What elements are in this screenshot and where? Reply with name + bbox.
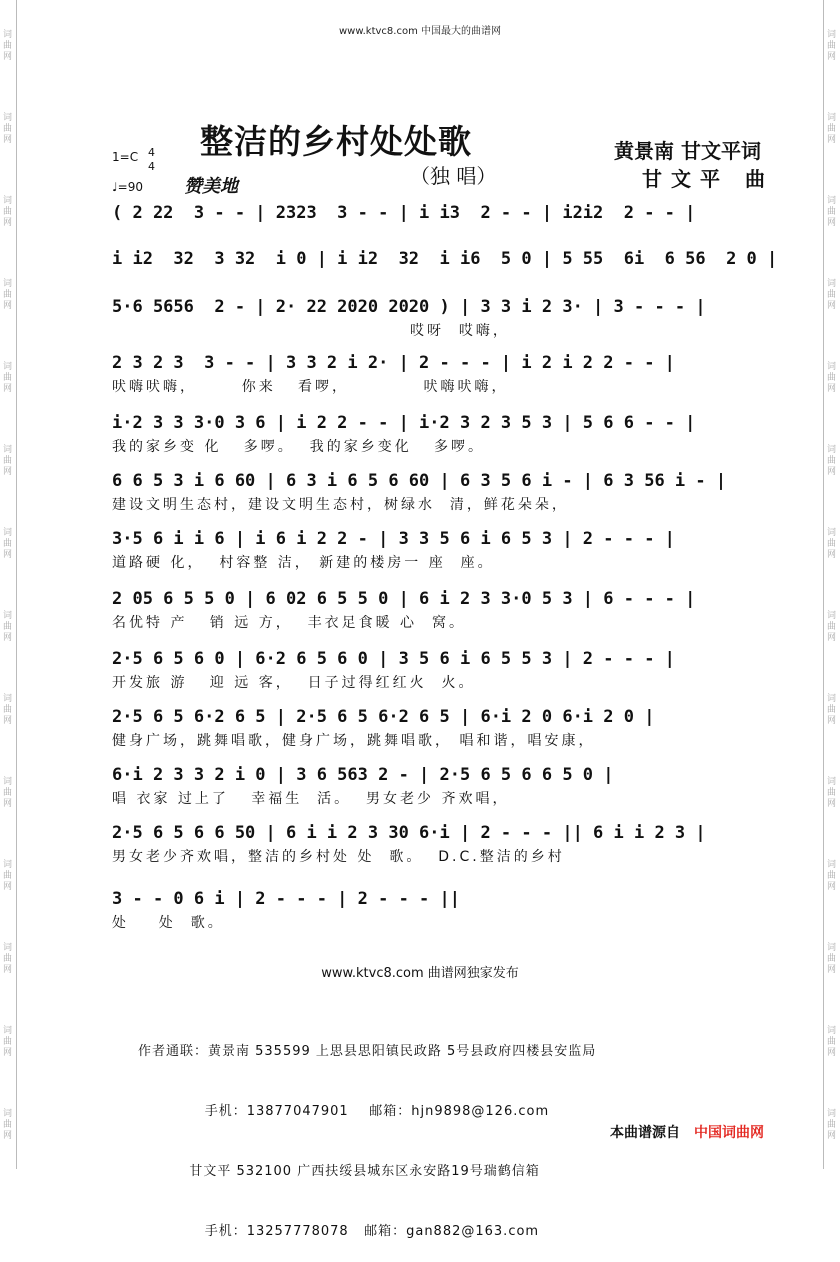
contact-line: 手机：13877047901 邮箱：hjn9898@126.com — [138, 1104, 550, 1119]
lyric-line: 唱 衣家 过上了 幸福生 活。 男女老少 齐欢唱， — [112, 791, 510, 807]
style-marking: 赞美地 — [184, 176, 238, 197]
notation-line: i i2 32 3 32 i 0 | i i2 32 i i6 5 0 | 5 55 6i 6 56 2 0 | — [112, 249, 778, 269]
side-watermark: 词曲网 — [827, 860, 837, 892]
lyric-line: 吠嗨吠嗨， 你来 看啰， 吠嗨吠嗨， — [112, 379, 509, 395]
song-title: 整洁的乡村处处歌 — [200, 122, 472, 161]
score-row — [112, 822, 772, 866]
side-watermark: 词曲网 — [827, 196, 837, 228]
side-watermark: 词曲网 — [827, 694, 837, 726]
lyric-line: 哎呀 哎嗨， — [112, 323, 510, 339]
right-margin-strip — [823, 0, 840, 1169]
lyric-line: 道路硬 化， 村容整 洁， 新建的楼房一 座 座。 — [112, 555, 495, 571]
key-signature: 1=C — [112, 150, 139, 164]
notation-line: 2·5 6 5 6 0 | 6·2 6 5 6 0 | 3 5 6 i 6 5 5 3 | 2 - - - | — [112, 649, 675, 669]
score-row — [112, 248, 778, 274]
notation-line: i·2 3 3 3·0 3 6 | i 2 2 - - | i·2 3 2 3 5 3 | 5 6 6 - - | — [112, 413, 696, 433]
lyric-line: 健身广场，跳舞唱歌，健身广场，跳舞唱歌， 唱和谐，唱安康， — [112, 733, 596, 749]
notation-line: ( 2 22 3 - - | 2323 3 - - | i i3 2 - - | i2i2 2 - - | — [112, 203, 696, 223]
side-watermark: 词曲网 — [827, 777, 837, 809]
side-watermark: 词曲网 — [3, 777, 13, 809]
credits — [614, 137, 774, 193]
side-watermark: 词曲网 — [3, 694, 13, 726]
score-row — [112, 528, 772, 572]
contact-line: 手机：13257778078 邮箱：gan882@163.com — [138, 1224, 540, 1239]
time-signature — [148, 146, 155, 174]
composer: 甘文平 曲 — [642, 167, 774, 191]
side-watermark: 词曲网 — [827, 30, 837, 62]
side-watermark: 词曲网 — [827, 1026, 837, 1058]
score-row — [112, 764, 772, 808]
score-row — [112, 588, 772, 632]
side-watermark: 词曲网 — [827, 445, 837, 477]
side-watermark: 词曲网 — [827, 279, 837, 311]
notation-line: 6·i 2 3 3 2 i 0 | 3 6 563 2 - | 2·5 6 5 6 6 5 0 | — [112, 765, 614, 785]
left-margin-strip — [0, 0, 17, 1169]
score-row — [112, 412, 772, 456]
side-watermark: 词曲网 — [3, 611, 13, 643]
side-watermark: 词曲网 — [3, 279, 13, 311]
score-row — [112, 470, 772, 514]
side-watermark: 词曲网 — [3, 528, 13, 560]
notation-line: 2·5 6 5 6 6 50 | 6 i i 2 3 30 6·i | 2 - - - || 6 i i 2 3 | — [112, 823, 706, 843]
time-top: 4 — [148, 146, 155, 159]
site-header: www.ktvc8.com 中国最大的曲谱网 — [338, 26, 501, 37]
lyric-line: 处 处 歌。 — [112, 915, 225, 931]
side-watermark: 词曲网 — [827, 1109, 837, 1141]
source-credit — [610, 1122, 764, 1142]
notation-line: 2 3 2 3 3 - - | 3 3 2 i 2· | 2 - - - | i 2 i 2 2 - - | — [112, 353, 675, 373]
tempo-marking: ♩=90 — [112, 180, 143, 194]
side-watermark: 词曲网 — [3, 1026, 13, 1058]
side-watermark: 词曲网 — [827, 943, 837, 975]
score-row — [112, 202, 772, 228]
source-brand: 中国词曲网 — [694, 1125, 764, 1141]
score-row — [112, 648, 772, 692]
notation-line: 3 - - 0 6 i | 2 - - - | 2 - - - || — [112, 889, 460, 909]
score-row — [112, 296, 772, 340]
side-watermark: 词曲网 — [827, 113, 837, 145]
contact-line: 作者通联：黄景南 535599 上思县思阳镇民政路 5号县政府四楼县安监局 — [138, 1044, 597, 1059]
side-watermark: 词曲网 — [3, 943, 13, 975]
side-watermark: 词曲网 — [827, 611, 837, 643]
side-watermark: 词曲网 — [827, 362, 837, 394]
side-watermark: 词曲网 — [3, 30, 13, 62]
time-bottom: 4 — [148, 160, 155, 173]
contact-block — [138, 1002, 596, 1262]
side-watermark: 词曲网 — [827, 528, 837, 560]
score-row — [112, 888, 772, 932]
side-watermark: 词曲网 — [3, 860, 13, 892]
notation-line: 2·5 6 5 6·2 6 5 | 2·5 6 5 6·2 6 5 | 6·i 2 0 6·i 2 0 | — [112, 707, 655, 727]
side-watermark: 词曲网 — [3, 196, 13, 228]
lyric-line: 我的家乡变 化 多啰。 我的家乡变化 多啰。 — [112, 439, 486, 455]
side-watermark: 词曲网 — [3, 362, 13, 394]
contact-line: 甘文平 532100 广西扶绥县城东区永安路19号瑞鹤信箱 — [138, 1164, 540, 1179]
lyric-line: 开发旅 游 迎 远 客， 日子过得红红火 火。 — [112, 675, 476, 691]
notation-line: 5·6 5656 2 - | 2· 22 2020 2020 ) | 3 3 i 2 3· | 3 - - - | — [112, 297, 706, 317]
score-row — [112, 706, 772, 750]
performance-form: （独 唱） — [410, 164, 497, 188]
side-watermark: 词曲网 — [3, 113, 13, 145]
lyric-line: 男女老少齐欢唱，整洁的乡村处 处 歌。 D.C.整洁的乡村 — [112, 849, 565, 865]
notation-line: 3·5 6 i i 6 | i 6 i 2 2 - | 3 3 5 6 i 6 5 3 | 2 - - - | — [112, 529, 675, 549]
notation-line: 2 05 6 5 5 0 | 6 02 6 5 5 0 | 6 i 2 3 3·0 5 3 | 6 - - - | — [112, 589, 696, 609]
side-watermark: 词曲网 — [3, 445, 13, 477]
footer-url: www.ktvc8.com 曲谱网独家发布 — [321, 966, 519, 981]
score-row — [112, 352, 772, 396]
side-watermark: 词曲网 — [3, 1109, 13, 1141]
notation-line: 6 6 5 3 i 6 60 | 6 3 i 6 5 6 60 | 6 3 5 6 i - | 6 3 56 i - | — [112, 471, 727, 491]
lyric-line: 名优特 产 销 远 方， 丰衣足食暖 心 窝。 — [112, 615, 466, 631]
source-label: 本曲谱源自 — [610, 1125, 680, 1141]
lyric-line: 建设文明生态村，建设文明生态村，树绿水 清，鲜花朵朵， — [112, 497, 569, 513]
lyricists: 黄景南 甘文平词 — [614, 139, 761, 163]
